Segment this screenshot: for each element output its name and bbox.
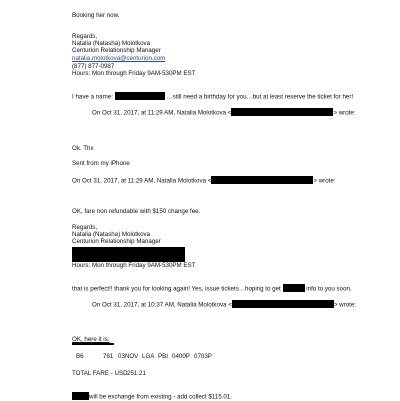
ok-thx: Ok. Thx bbox=[72, 145, 94, 152]
redaction-bar bbox=[211, 176, 313, 184]
quote-header-3-pre: On Oct 31, 2017, at 10:37 AM, Natalia Molotkova < bbox=[92, 301, 232, 309]
exchange-text: will be exchange from existing - add collect $115.01. bbox=[89, 393, 232, 401]
sig1-name: Natalia (Natasha) Molotkova bbox=[72, 40, 151, 47]
redaction-bar bbox=[72, 392, 89, 400]
quote-header-1-post: > wrote: bbox=[333, 109, 356, 117]
quote-header-2-post: > wrote: bbox=[313, 177, 336, 185]
quote-header-2 bbox=[72, 176, 336, 185]
sig1-email-link[interactable]: natalia.molotkova@centurion.com bbox=[72, 55, 166, 62]
ok-here-line: OK, here it is: bbox=[72, 336, 110, 343]
perfect-message-pre: that is perfect!! thank you for looking again! Yes, issue tickets…hoping to get bbox=[72, 285, 281, 293]
sig1-hours: Hours: Mon through Friday 9AM-530PM EST bbox=[72, 70, 196, 77]
sig2-title: Centurion Relationship Manager bbox=[72, 238, 161, 245]
flight-departure: 0400P bbox=[172, 353, 190, 360]
quote-header-1-pre: On Oct 31, 2017, at 11:29 AM, Natalia Molotkova < bbox=[92, 109, 232, 117]
redaction-bar bbox=[115, 92, 165, 100]
perfect-message bbox=[72, 284, 352, 293]
quote-header-2-pre: On Oct 31, 2017, at 11:29 AM, Natalia Molotkova < bbox=[72, 177, 212, 185]
sig2-name: Natalia (Natasha) Molotkova bbox=[72, 231, 151, 238]
flight-airline: B6 bbox=[76, 353, 84, 360]
name-message bbox=[72, 92, 353, 101]
redaction-bar bbox=[231, 108, 333, 116]
perfect-message-post: info to you soon. bbox=[306, 285, 352, 293]
fare-line: OK, fare non refundable with $150 change fee. bbox=[72, 208, 201, 215]
sig2-regards: Regards, bbox=[72, 224, 98, 231]
quote-header-3 bbox=[92, 300, 356, 309]
flight-from: LGA bbox=[142, 353, 155, 360]
redaction-block bbox=[72, 247, 185, 262]
booking-line: Booking her now. bbox=[72, 12, 120, 19]
exchange-line bbox=[72, 392, 232, 401]
sig1-phone: (877) 877-0987 bbox=[72, 63, 115, 70]
name-message-post: …still need a birthday for you…but at least reserve the ticket for her! bbox=[166, 93, 354, 101]
name-message-pre: I have a name: bbox=[72, 93, 113, 101]
flight-to: PBI bbox=[158, 353, 168, 360]
total-value: 251.21 bbox=[127, 370, 146, 377]
redaction-bar bbox=[232, 300, 334, 308]
quote-header-1 bbox=[92, 108, 356, 117]
sig1-title: Centurion Relationship Manager bbox=[72, 47, 161, 54]
flight-number: 761 bbox=[103, 353, 114, 360]
sig1-regards: Regards, bbox=[72, 33, 98, 40]
sent-from: Sent from my iPhone bbox=[72, 160, 130, 167]
sig2-hours: Hours: Mon through Friday 9AM-530PM EST bbox=[72, 262, 196, 269]
flight-arrival: 0703P bbox=[194, 353, 212, 360]
quote-header-3-post: > wrote: bbox=[333, 301, 357, 309]
flight-date: 03NOV bbox=[118, 353, 139, 360]
redaction-bar bbox=[283, 284, 305, 292]
redaction-line bbox=[72, 343, 114, 345]
total-label: TOTAL FARE - USD bbox=[72, 370, 128, 377]
